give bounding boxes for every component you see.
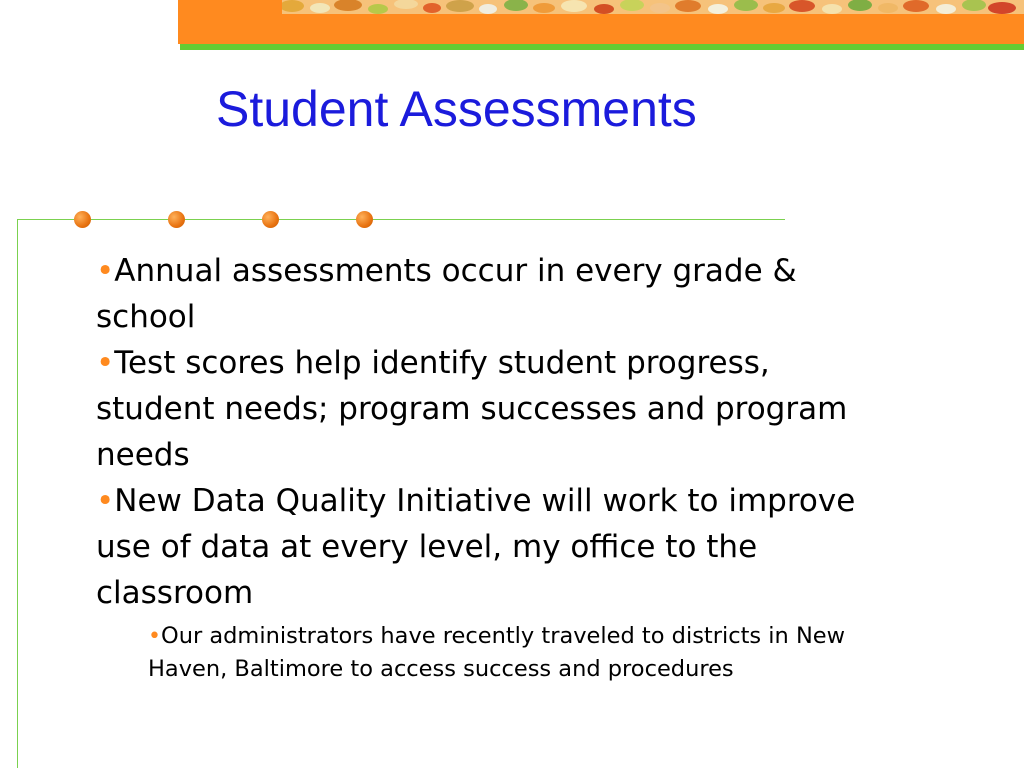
orange-ball-icon	[168, 211, 185, 228]
floral-banner-image	[282, 0, 1024, 14]
bullet-text: Annual assessments occur in every grade & school	[96, 253, 797, 335]
orange-ball-icon	[356, 211, 373, 228]
bullet-dot-icon: •	[96, 483, 115, 519]
frame-top-line	[17, 219, 785, 220]
sub-bullet-dot-icon: •	[148, 624, 161, 649]
slide-title: Student Assessments	[216, 81, 697, 137]
sub-bullet-text: Our administrators have recently traveled to districts in New Haven, Baltimore to access success and procedures	[148, 623, 846, 682]
bullet-dot-icon: •	[96, 345, 115, 381]
banner-green-stripe	[180, 44, 1024, 50]
bullet-text: New Data Quality Initiative will work to improve use of data at every level, my office to the classroom	[96, 483, 856, 611]
bullet-item	[96, 248, 896, 340]
sub-bullet-item	[148, 620, 868, 686]
bullet-text: Test scores help identify student progress, student needs; program successes and program needs	[96, 345, 848, 473]
orange-ball-icon	[74, 211, 91, 228]
bullet-dot-icon: •	[96, 253, 115, 289]
orange-ball-icon	[262, 211, 279, 228]
bullet-list	[96, 248, 896, 686]
bullet-item	[96, 478, 896, 616]
frame-left-line	[17, 219, 18, 768]
bullet-item	[96, 340, 896, 478]
